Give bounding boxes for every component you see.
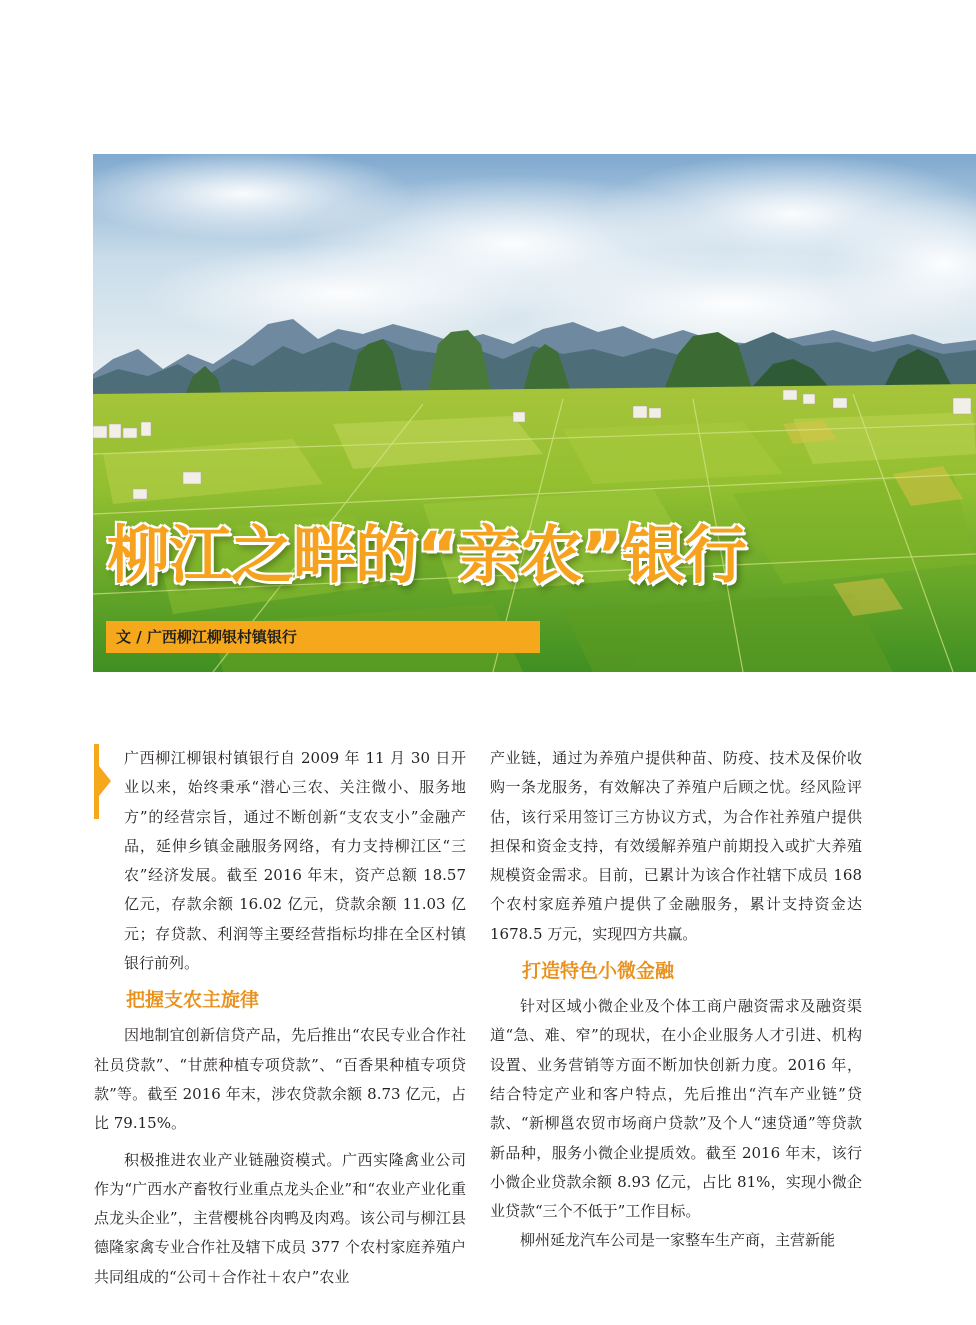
intro-paragraph: 广西柳江柳银村镇银行自 2009 年 11 月 30 日开业以来，始终秉承“潜心三农、关注微小、服务地方”的经营宗旨，通过不断创新“支农支小”金融产品，延伸乡镇金融服务网络，有力支持柳江区“三农”经济发展。截至 2016 年末，资产总额 18.57 亿元，存款余额 16.02 亿元，贷款余额 11.03 亿元；存贷款、利润等主要经营指标均排在全区村镇银行前列。: [124, 749, 466, 973]
karst-landscape-illustration: [93, 154, 976, 672]
article-title: 柳江之畔的“亲农”银行: [107, 519, 746, 592]
body-paragraph: 积极推进农业产业链融资模式。广西实隆禽业公司作为“广西水产畜牧行业重点龙头企业”和“农业产业化重点龙头企业”，主营樱桃谷肉鸭及肉鸡。该公司与柳江县德隆家禽专业合作社及辖下成员 377 个农村家庭养殖户共同组成的“公司＋合作社＋农户”农业: [94, 1150, 466, 1286]
section-heading-agriculture: 把握支农主旋律: [126, 989, 260, 1012]
author-byline: 文 / 广西柳江柳银村镇银行: [106, 621, 540, 653]
body-paragraph: 因地制宜创新信贷产品，先后推出“农民专业合作社社员贷款”、“甘蔗种植专项贷款”、“百香果种植专项贷款”等。截至 2016 年末，涉农贷款余额 8.73 亿元，占比 79.15%。: [94, 1026, 466, 1133]
continuation-paragraph: 产业链，通过为养殖户提供种苗、防疫、技术及保价收购一条龙服务，有效解决了养殖户后顾之忧。经风险评估，该行采用签订三方协议方式，为合作社养殖户提供担保和资金支持，有效缓解养殖户前期投入或扩大养殖规模资金需求。目前，已累计为该合作社辖下成员 168 个农村家庭养殖户提供了金融服务，累计支持资金达 1678.5 万元，实现四方共赢。: [490, 749, 862, 943]
section-heading-microfinance: 打造特色小微金融: [522, 960, 675, 983]
body-paragraph: 柳州延龙汽车公司是一家整车生产商，主营新能: [520, 1231, 836, 1250]
right-column: [490, 744, 862, 1256]
hero-photo: [93, 154, 976, 672]
body-paragraph: 针对区域小微企业及个体工商户融资需求及融资渠道“急、难、窄”的现状，在小企业服务人才引进、机构设置、业务营销等方面不断加快创新力度。2016 年，结合特定产业和客户特点，先后推出“汽车产业链”贷款、“新柳邕农贸市场商户贷款”及个人“速贷通”等贷款新品种，服务小微企业提质效。截至 2016 年末，该行小微企业贷款余额 8.93 亿元，占比 81%，实现小微企业贷款“三个不低于”工作目标。: [490, 997, 862, 1221]
left-column: [94, 744, 466, 1292]
